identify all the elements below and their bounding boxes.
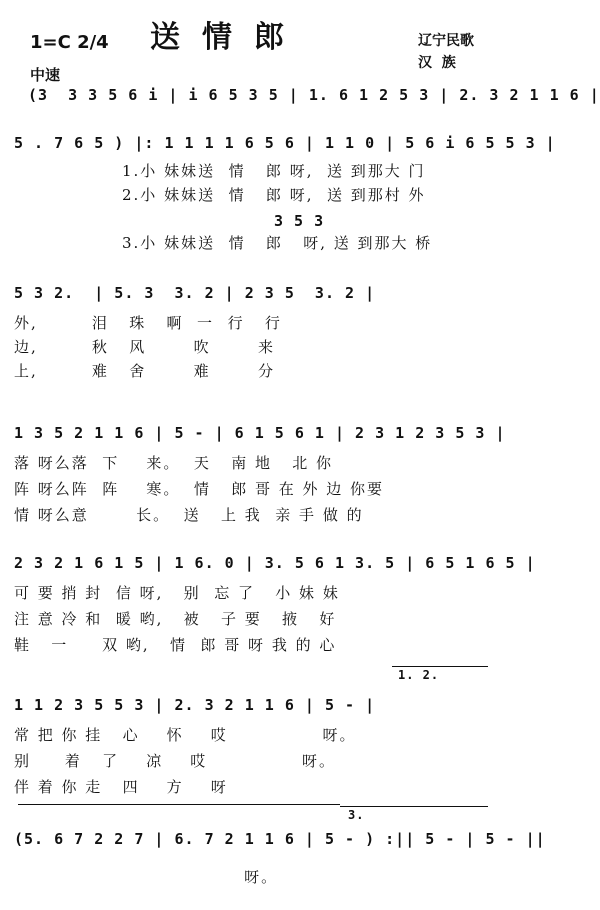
lyric-system-4-line-2: 阵 呀么阵 阵 寒。 情 郎 哥 在 外 边 你要 xyxy=(14,480,385,498)
notes-system-7: (5. 6 7 2 2 7 | 6. 7 2 1 1 6 | 5 - ) :|| 5 - | 5 - || xyxy=(14,830,546,848)
lyric-system-3-line-3: 上, 难 舍 难 分 xyxy=(14,362,275,380)
volta-third: 3. xyxy=(348,808,365,822)
notes-system-2: 5 . 7 6 5 ) |: 1 1 1 1 6 5 6 | 1 1 0 | 5 6 i 6 5 5 3 | xyxy=(14,134,556,152)
notes-system-4: 1 3 5 2 1 1 6 | 5 - | 6 1 5 6 1 | 2 3 1 2 3 5 3 | xyxy=(14,424,506,442)
lyric-system-6-line-2: 别 着 了 凉 哎 呀。 xyxy=(14,752,337,770)
lyric-system-6-line-1: 常 把 你 挂 心 怀 哎 呀。 xyxy=(14,726,357,744)
lyric-system-3-line-2: 边, 秋 风 吹 来 xyxy=(14,338,275,356)
tempo-marking: 中速 xyxy=(30,66,61,84)
lyric-system-4-line-3: 情 呀么意 长。 送 上 我 亲 手 做 的 xyxy=(14,506,364,524)
lyric-system-5-line-3: 鞋 一 双 哟, 情 郎 哥 呀 我 的 心 xyxy=(14,636,337,654)
lyric-system-2-line-1: 1.小 妹妹送 情 郎 呀, 送 到那大 门 xyxy=(122,162,426,180)
volta-first-second: 1. 2. xyxy=(398,668,440,682)
key-signature: 1=C 2/4 xyxy=(30,32,109,53)
lyric-system-5-line-2: 注 意 冷 和 暖 哟, 被 子 要 掖 好 xyxy=(14,610,337,628)
lyric-system-2-line-2: 2.小 妹妹送 情 郎 呀, 送 到那村 外 xyxy=(122,186,426,204)
volta-bracket-line xyxy=(392,666,488,667)
notes-system-5: 2 3 2 1 6 1 5 | 1 6. 0 | 3. 5 6 1 3. 5 | 6 5 1 6 5 | xyxy=(14,554,536,572)
lyric-system-7-line-1: 呀。 xyxy=(14,868,279,886)
song-origin xyxy=(418,30,474,74)
notes-system-6: 1 1 2 3 5 5 3 | 2. 3 2 1 1 6 | 5 - | xyxy=(14,696,376,714)
lyric-system-3-line-1: 外, 泪 珠 啊 一 行 行 xyxy=(14,314,282,332)
notes-variant-verse-3: 3 5 3 xyxy=(274,212,325,230)
lyric-system-4-line-1: 落 呀么落 下 来。 天 南 地 北 你 xyxy=(14,454,334,472)
volta-third-line xyxy=(340,806,488,807)
lyric-system-6-line-3: 伴 着 你 走 四 方 呀 xyxy=(14,778,228,796)
repeat-span-line xyxy=(18,804,340,805)
notes-system-1: (3 3 3 5 6 i | i 6 5 3 5 | 1. 6 1 2 5 3 | 2. 3 2 1 1 6 | xyxy=(28,86,600,104)
origin-ethnicity: 汉 族 xyxy=(418,55,456,71)
origin-region: 辽宁民歌 xyxy=(418,33,474,49)
lyric-system-5-line-1: 可 要 捎 封 信 呀, 别 忘 了 小 妹 妹 xyxy=(14,584,340,602)
notes-system-3: 5 3 2. | 5. 3 3. 2 | 2 3 5 3. 2 | xyxy=(14,284,376,302)
song-title: 送情郎 xyxy=(150,20,306,55)
lyric-system-2-line-3: 3.小 妹妹送 情 郎 呀, 送 到那大 桥 xyxy=(122,234,433,252)
